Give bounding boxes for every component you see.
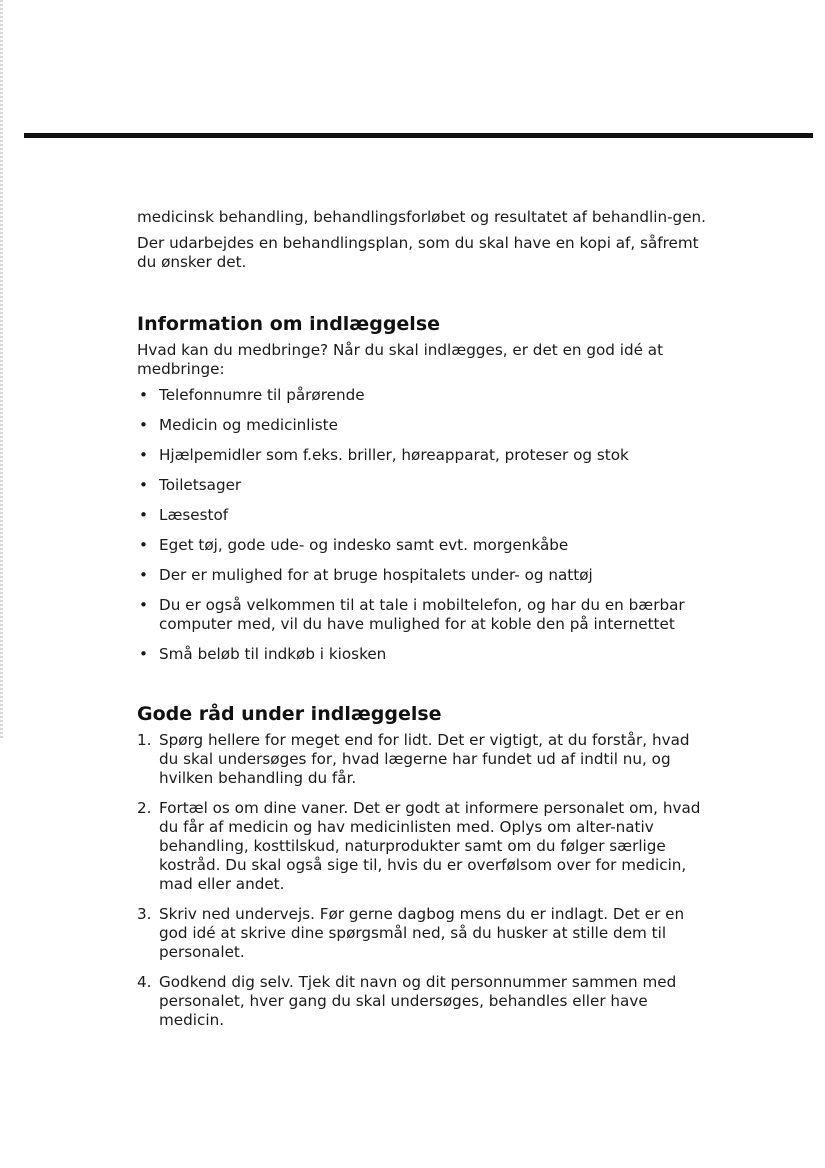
header-rule (24, 133, 813, 138)
intro-paragraph-1: medicinsk behandling, behandlingsforløbet og resultatet af behandlin-gen. (137, 208, 706, 226)
intro-paragraph-2: Der udarbejdes en behandlingsplan, som du skal have en kopi af, såfremt du ønsker det. (137, 234, 699, 271)
list-item: • Medicin og medicinliste (137, 416, 712, 435)
advice-text: Godkend dig selv. Tjek dit navn og dit personnummer sammen med personalet, hver gang du skal undersøges, behandles eller have medicin. (159, 973, 677, 1029)
list-item: • Du er også velkommen til at tale i mobiltelefon, og har du en bærbar computer med, vil du have mulighed for at koble den på internettet (137, 596, 712, 634)
advice-item (137, 731, 712, 788)
info-lead: Hvad kan du medbringe? Når du skal indlægges, er det en god idé at medbringe: (137, 341, 664, 378)
advice-heading: Gode råd under indlæggelse (137, 703, 442, 725)
list-item: • Der er mulighed for at bruge hospitalets under- og nattøj (137, 566, 712, 585)
list-item: • Hjælpemidler som f.eks. briller, høreapparat, proteser og stok (137, 446, 712, 465)
advice-number: 1. (137, 731, 152, 749)
advice-list (137, 731, 712, 1030)
list-item: • Små beløb til indkøb i kiosken (137, 645, 712, 664)
list-item: • Eget tøj, gode ude- og indesko samt evt. morgenkåbe (137, 536, 712, 555)
advice-item (137, 905, 712, 962)
scan-edge-artifact (0, 0, 3, 740)
list-item: • Læsestof (137, 506, 712, 525)
advice-item (137, 799, 712, 894)
advice-text: Spørg hellere for meget end for lidt. Det er vigtigt, at du forstår, hvad du skal undersøges for, hvad lægerne har fundet ud af indtil nu, og hvilken behandling du får. (159, 731, 690, 787)
advice-number: 4. (137, 973, 152, 991)
advice-number: 2. (137, 799, 152, 817)
list-item: • Telefonnumre til pårørende (137, 386, 712, 405)
advice-text: Skriv ned undervejs. Før gerne dagbog mens du er indlagt. Det er en god idé at skrive dine spørgsmål ned, så du husker at stille dem til personalet. (159, 905, 685, 961)
advice-text: Fortæl os om dine vaner. Det er godt at informere personalet om, hvad du får af medicin og hav medicinlisten med. Oplys om alter-nativ behandling, kosttilskud, naturprodukter samt om du følger særlige kostråd. Du skal også sige til, hvis du er overfølsom over for medicin, mad eller andet. (159, 799, 701, 893)
document-body (137, 208, 712, 1041)
advice-item (137, 973, 712, 1030)
info-heading: Information om indlæggelse (137, 313, 441, 335)
bring-list (137, 386, 712, 664)
list-item: • Toiletsager (137, 476, 712, 495)
advice-number: 3. (137, 905, 152, 923)
